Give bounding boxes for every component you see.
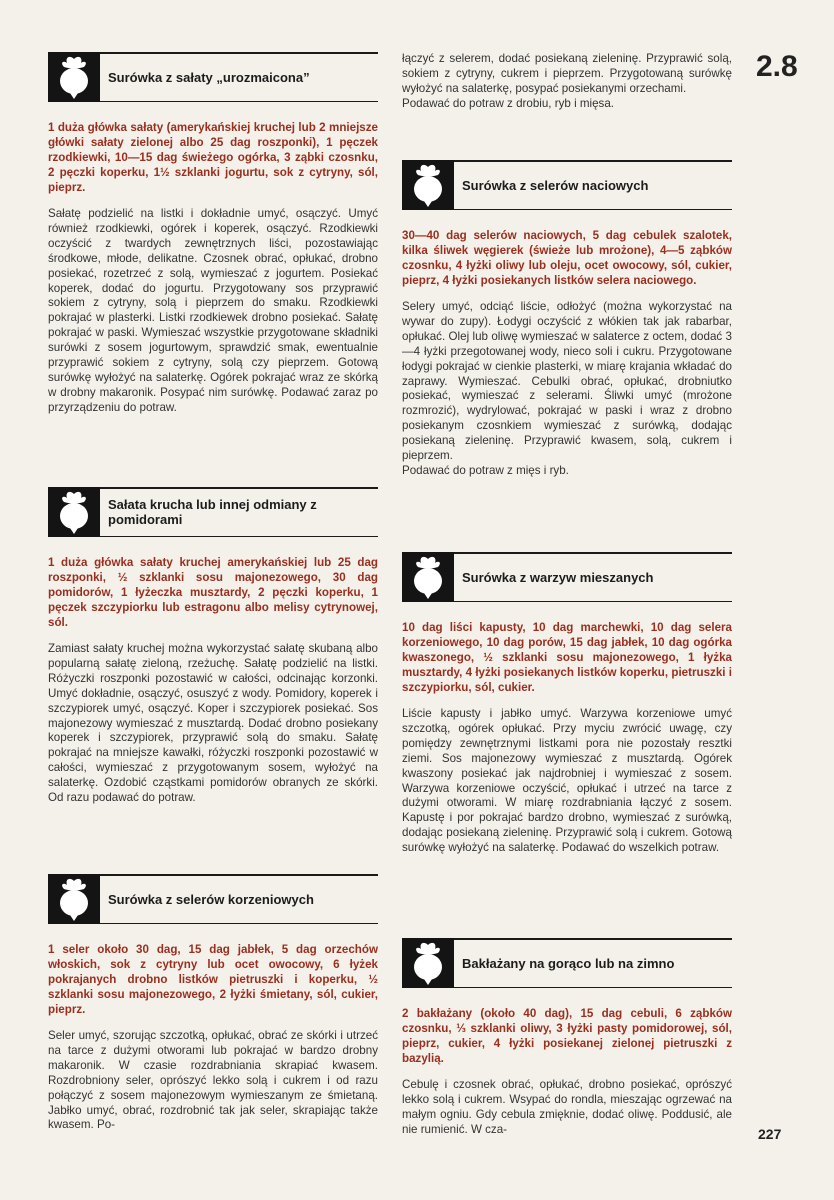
instructions: Selery umyć, odciąć liście, odłożyć (można wykorzystać na wywar do zupy). Łodygi oczyścić z włókien tak jak rabarbar, opłukać. Olej lub oliwę wymieszać w salaterce z octem, dodać 3—4 łyżki przegotowanej wody, nieco soli i cukru. Przygotowane łodygi pokrajać w cienkie plasterki, w miarę krajania wkładać do zaprawy. Wymieszać. Cebulki obrać, opłukać, drobniutko posiekać, wymieszać z selerami. Śliwki umyć (mrożone rozmrozić), wydrylować, pokrajać w paski i wraz z drobno posiekanym czosnkiem wymieszać z surówką, dodając posiekaną zieleninę. Przyprawić kwasem, solą, cukrem i pieprzem. [402,300,732,463]
beet-icon [402,160,454,210]
instructions: Zamiast sałaty kruchej można wykorzystać sałatę skubaną albo popularną sałatę zieloną, rzeżuchę. Sałatę podzielić na listki. Różyczki roszponki pozostawić w całości, odcinając korzonki. Umyć dokładnie, osączyć, osuszyć z wody. Pomidory, koperek i szczypiorek umyć, osączyć. Koper i szczypiorek posiekać. Sos majonezowy wymieszać z musztardą. Dodać drobno posiekany koperek i szczypiorek, przyprawić solą do smaku. Sałatę pokrajać na mniejsze kawałki, różyczki roszponki pozostawić w całości, wymieszać z przygotowanym sosem, wyłożyć na salaterkę. Ozdobić cząstkami pomidorów obranych ze skórki. Od razu podawać do potraw. [48,642,378,805]
beet-icon [402,938,454,988]
recipe-celeriac [48,874,378,1133]
recipe-title: Surówka z warzyw mieszanych [462,569,654,585]
page-number: 227 [758,1126,782,1142]
ingredients: 2 bakłażany (około 40 dag), 15 dag cebuli, 6 ząbków czosnku, ⅓ szklanki oliwy, 3 łyżki pasty pomidorowej, sól, pieprz, cukier, 4 łyżki posiekanej zielonej pietruszki z bazylią. [402,1007,732,1065]
recipe-header [48,487,378,537]
continuation-text: łączyć z selerem, dodać posiekaną zieleninę. Przyprawić solą, sokiem z cytryny, cukrem i pieprzem. Przygotowaną surówkę wyłożyć na salaterkę, posypać posiekanymi orzechami. [402,52,732,95]
recipe-salad-mixed [48,52,378,416]
ingredients: 30—40 dag selerów naciowych, 5 dag cebulek szalotek, kilka śliwek węgierek (świeże lub mrożone), 4—5 ząbków czosnku, 4 łyżki oliwy lub oleju, ocet owocowy, sól, cukier, pieprz, 4 łyżki posiekanych listków selera naciowego. [402,229,732,287]
recipe-title: Bakłażany na gorąco lub na zimno [462,955,675,971]
chapter-number: 2.8 [756,50,798,83]
recipe-lettuce-tomatoes [48,487,378,806]
recipe-title: Surówka z selerów korzeniowych [108,891,314,907]
recipe-eggplants [402,938,732,1138]
serving-note: Podawać do potraw z mięs i ryb. [402,463,569,477]
ingredients: 1 seler około 30 dag, 15 dag jabłek, 5 dag orzechów włoskich, sok z cytryny lub ocet owocowy, 6 łyżek pokrajanych drobno listków pietruszki i koperku, ½ szklanki sosu majonezowego, 2 łyżki śmietany, sól, cukier, pieprz. [48,943,378,1016]
instructions: Sałatę podzielić na listki i dokładnie umyć, osączyć. Umyć również rzodkiewki, ogórek i koperek, osączyć. Rzodkiewki oczyścić z twardych zewnętrznych liści, pozostawiając środkowe, młode, delikatne. Czosnek obrać, opłukać, drobno posiekać, rozetrzeć z solą, wymieszać z jogurtem. Posiekać koperek, dodać do jogurtu. Przygotowany sos przyprawić sokiem z cytryny, solą i pieprzem do smaku. Rzodkiewki pokrajać w plasterki. Listki rzodkiewek drobno posiekać. Sałatę pokrajać w paski. Wymieszać wszystkie przygotowane składniki surówki z sosem jogurtowym, sprawdzić smak, ewentualnie przyprawić sokiem z cytryny, solą czy pieprzem. Gotową surówkę wyłożyć na salaterkę. Ogórek pokrajać wraz ze skórką w drobny makaronik. Posypać nim surówkę. Podawać zaraz po przyrządzeniu do potraw. [48,207,378,414]
recipe-header [402,552,732,602]
recipe-header [402,160,732,210]
beet-icon [48,487,100,537]
beet-icon [48,874,100,924]
recipe-header [402,938,732,988]
instructions: Liście kapusty i jabłko umyć. Warzywa korzeniowe umyć szczotką, ogórek opłukać. Przy myciu zwrócić uwagę, czy pomiędzy zewnętrznymi listkami pora nie pozostały resztki ziemi. Sos majonezowy wymieszać z musztardą. Ogórek kwaszony posiekać jak najdrobniej i wymieszać z sosem. Warzywa korzeniowe oczyścić, opłukać i utrzeć na tarce z dużymi otworami. W miarę rozdrabniania łączyć z sosem. Kapustę i por pokrajać bardzo drobno, wymieszać z surówką, dodając posiekaną zieleninę. Przyprawić solą i cukrem. Gotową surówkę wyłożyć na salaterkę. Podawać do wszelkich potraw. [402,707,732,855]
recipe-mixed-vegetables [402,552,732,856]
instructions: Cebulę i czosnek obrać, opłukać, drobno posiekać, oprószyć lekko solą i cukrem. Wsypać do rondla, mieszając ogrzewać na małym ogniu. Gdy cebula zmięknie, dodać oliwę. Poddusić, ale nie rumienić. W cza- [402,1078,732,1136]
beet-icon [48,52,100,102]
beet-icon [402,552,454,602]
recipe-title: Surówka z selerów naciowych [462,177,649,193]
ingredients: 1 duża główka sałaty kruchej amerykańskiej lub 25 dag roszponki, ½ szklanki sosu majonezowego, 30 dag pomidorów, 1 łyżeczka musztardy, 2 pęczki koperku, 1 pęczek szczypiorku lub estragonu albo melisy cytrynowej, sól. [48,556,378,629]
ingredients: 10 dag liści kapusty, 10 dag marchewki, 10 dag selera korzeniowego, 10 dag porów, 15 dag jabłek, 10 dag ogórka kwaszonego, ½ szklanki sosu majonezowego, 1 łyżka musztardy, 4 łyżki posiekanych listków koperku, pietruszki i szczypiorku, sól, cukier. [402,621,732,694]
recipe-title: Surówka z sałaty „urozmaicona” [108,69,310,85]
continuation-serve: Podawać do potraw z drobiu, ryb i mięsa. [402,96,615,110]
continuation-block [402,52,732,112]
recipe-celery-stalks [402,160,732,479]
recipe-title: Sałata krucha lub innej odmiany z pomidorami [108,497,317,527]
recipe-header [48,874,378,924]
ingredients: 1 duża główka sałaty (amerykańskiej kruchej lub 2 mniejsze główki sałaty zielonej albo 25 dag roszponki), 1 pęczek rzodkiewki, 10—15 dag świeżego ogórka, 3 ząbki czosnku, 2 pęczki koperku, 1½ szklanki jogurtu, sok z cytryny, sól, pieprz. [48,121,378,194]
instructions: Seler umyć, szorując szczotką, opłukać, obrać ze skórki i utrzeć na tarce z dużymi otworami lub pokrajać w bardzo drobny makaronik. W czasie rozdrabniania skrapiać kwasem. Rozdrobniony seler, oprószyć lekko solą i cukrem i od razu połączyć z sosem majonezowym wymieszanym ze śmietaną. Jabłko umyć, obrać, rozdrobnić tak jak seler, skrapiając także kwasem. Po- [48,1029,378,1132]
recipe-header [48,52,378,102]
